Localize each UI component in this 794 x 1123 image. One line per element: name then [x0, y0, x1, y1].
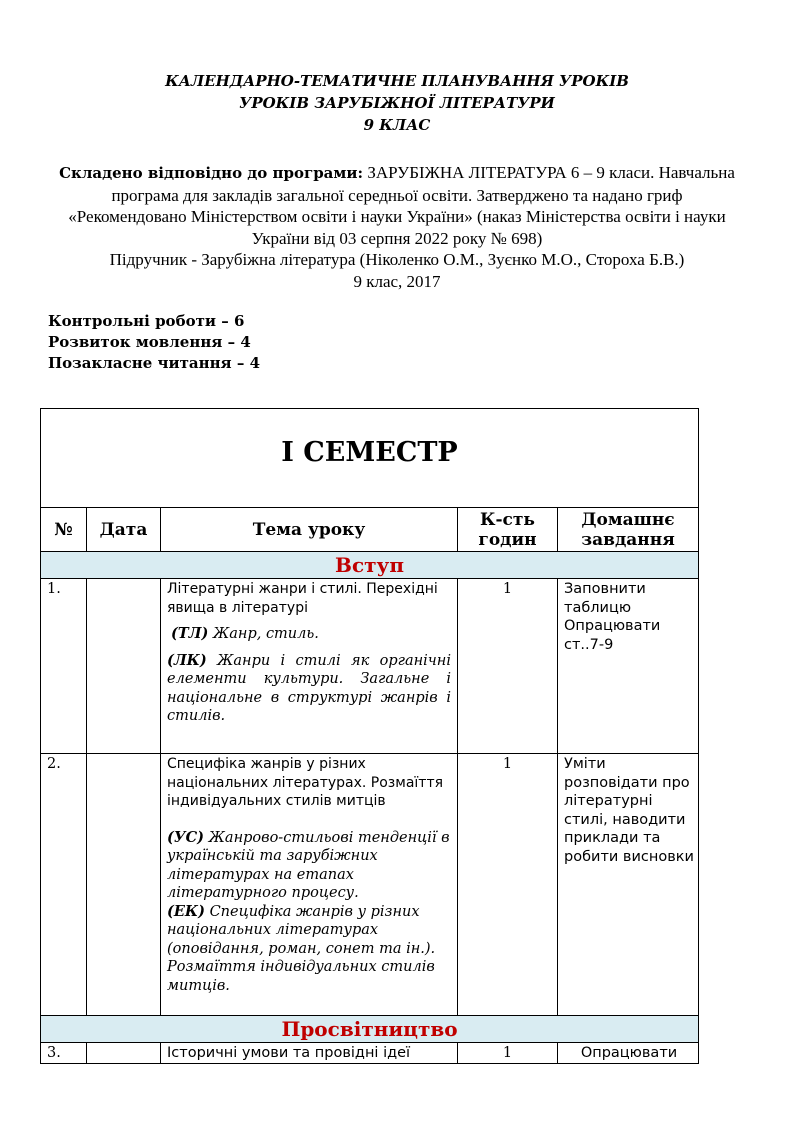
row-date: [87, 1043, 161, 1064]
lesson-plan-table: [40, 408, 699, 1064]
row-hours: 1: [458, 754, 558, 1016]
count-control-works: Контрольні роботи – 6: [48, 312, 245, 330]
work-counts: [48, 311, 260, 374]
section-title-enlightenment: Просвітництво: [41, 1016, 699, 1043]
tl-label: (ТЛ): [171, 625, 209, 642]
row-tl: [167, 625, 451, 644]
program-label: Складено відповідно до програми:: [59, 164, 364, 182]
row-date: [87, 754, 161, 1016]
col-header-hours: К-сть годин: [458, 508, 558, 552]
row-topic-cell: [161, 579, 458, 754]
table-row: [41, 754, 699, 1016]
row-topic: Специфіка жанрів у різних національних літературах. Розмаїття індивідуальних стилів митців: [167, 756, 444, 809]
row-us: [167, 829, 451, 903]
row-num: 2.: [41, 754, 87, 1016]
row-num: 3.: [41, 1043, 87, 1064]
row-ek: [167, 903, 451, 996]
col-header-num: №: [41, 508, 87, 552]
semester-title: І СЕМЕСТР: [281, 436, 458, 468]
ek-text: Специфіка жанрів у різних національних літературах (оповідання, роман, сонет та ін.). Розмаїття індивідуальних стилів митців.: [167, 903, 436, 994]
lk-text: Жанри і стилі як органічні елементи культури. Загальне і національне в структурі жанрів і стилів.: [167, 652, 451, 724]
textbook-info: Підручник - Зарубіжна література (Ніколенко О.М., Зуєнко М.О., Стороха Б.В.): [109, 250, 685, 269]
title-line-1: КАЛЕНДАРНО-ТЕМАТИЧНЕ ПЛАНУВАННЯ УРОКІВ: [165, 72, 629, 90]
ek-label: (ЕК): [167, 902, 205, 920]
row-topic: Літературні жанри і стилі. Перехідні явища в літературі: [167, 581, 438, 616]
textbook-year: 9 клас, 2017: [353, 271, 441, 291]
us-label: (УС): [167, 828, 205, 846]
col-header-homework: Домашнє завдання: [558, 508, 699, 552]
row-topic-cell: [161, 754, 458, 1016]
row-homework: Уміти розповідати про літературні стилі, наводити приклади та робити висновки: [558, 754, 699, 1016]
row-topic: Історичні умови та провідні ідеї: [161, 1043, 458, 1064]
col-header-date: Дата: [87, 508, 161, 552]
document-header: [0, 70, 794, 136]
row-date: [87, 579, 161, 754]
row-homework: Опрацювати: [558, 1043, 699, 1064]
section-row-intro: [41, 552, 699, 579]
semester-heading-cell: [41, 409, 699, 508]
table-header-row: [41, 508, 699, 552]
program-info: [55, 162, 739, 292]
row-num: 1.: [41, 579, 87, 754]
title-line-2: УРОКІВ ЗАРУБІЖНОЇ ЛІТЕРАТУРИ: [239, 94, 555, 112]
row-hours: 1: [458, 579, 558, 754]
lk-label: (ЛК): [167, 651, 207, 669]
title-line-3: 9 КЛАС: [363, 116, 431, 134]
row-homework: Заповнити таблицю Опрацювати ст..7-9: [558, 579, 699, 754]
tl-text: Жанр, стиль.: [208, 626, 319, 642]
row-hours: 1: [458, 1043, 558, 1064]
col-header-topic: Тема уроку: [161, 508, 458, 552]
table-row: [41, 1043, 699, 1064]
section-row-enlightenment: [41, 1016, 699, 1043]
count-speech-development: Розвиток мовлення – 4: [48, 333, 251, 351]
row-lk: [167, 652, 451, 726]
table-row: [41, 579, 699, 754]
section-title-intro: Вступ: [41, 552, 699, 579]
program-text: ЗАРУБІЖНА ЛІТЕРАТУРА 6 – 9 класи. Навчальна програма для закладів загальної середньої освіти. Затверджено та надано гриф «Рекомендовано Міністерством освіти і науки України» (наказ Міністерства освіти і науки України від 03 серпня 2022 року № 698): [68, 163, 735, 248]
count-extracurricular-reading: Позакласне читання – 4: [48, 354, 261, 372]
us-text: Жанрово-стильові тенденції в українській та зарубіжних літературах на етапах літературного процесу.: [167, 829, 450, 901]
